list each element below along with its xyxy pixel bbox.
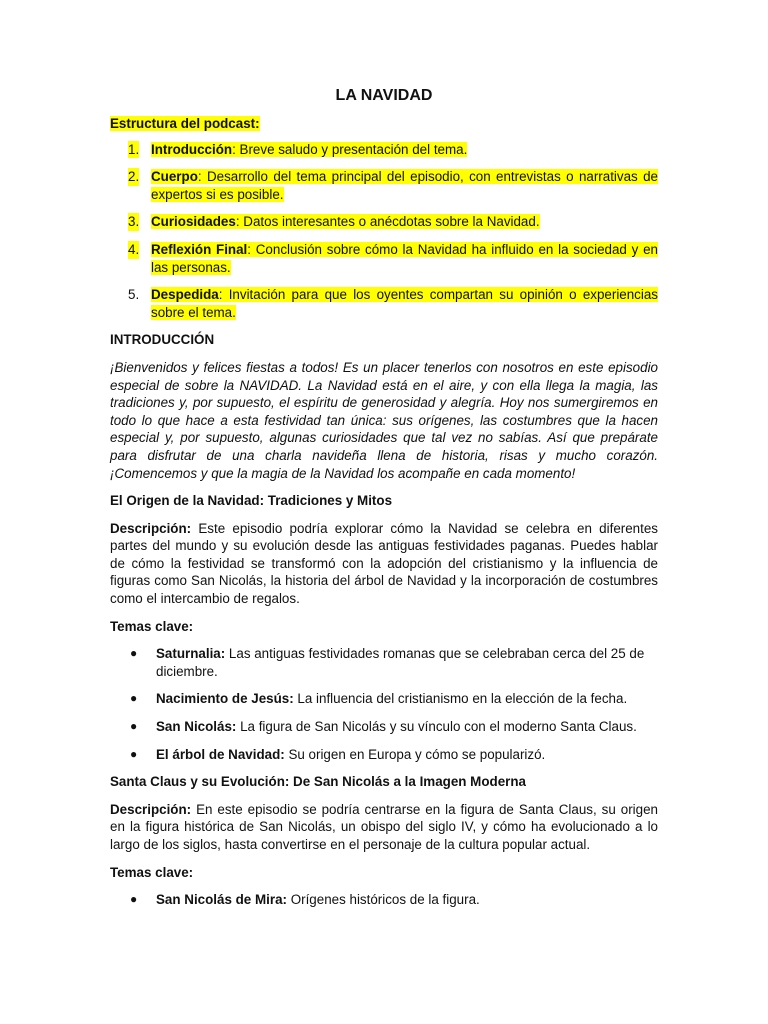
topics-label: Temas clave: — [110, 618, 194, 634]
topic-term: Nacimiento de Jesús: — [156, 691, 294, 707]
bullet-icon: ● — [130, 719, 138, 734]
list-item — [110, 891, 658, 909]
list-item — [110, 645, 658, 680]
structure-item — [110, 141, 658, 159]
list-item — [110, 718, 658, 736]
list-item — [110, 746, 658, 764]
topic-term: San Nicolás: — [156, 719, 237, 735]
structure-item-term: Curiosidades — [151, 214, 236, 230]
topics-list — [110, 891, 658, 909]
description-label: Descripción: — [110, 520, 192, 536]
description-label: Descripción: — [110, 801, 192, 817]
list-item — [110, 690, 658, 708]
structure-item — [110, 241, 658, 276]
structure-item-text: : Desarrollo del tema principal del episodio, con entrevistas o narrativas de expertos si es posible. — [151, 169, 658, 202]
section-heading-santa-claus: Santa Claus y su Evolución: De San Nicolás a la Imagen Moderna — [110, 774, 526, 790]
topic-term: El árbol de Navidad: — [156, 746, 285, 762]
structure-item-term: Despedida — [151, 287, 219, 303]
list-number: 4. — [128, 241, 140, 257]
bullet-icon: ● — [130, 746, 138, 761]
description-text: En este episodio se podría centrarse en la figura de Santa Claus, su origen en la figura histórica de San Nicolás, un obispo del siglo IV, y cómo ha evolucionado a lo largo de los siglos, hasta convertirse en el personaje de la cultura popular actual. — [110, 801, 658, 852]
structure-item-term: Reflexión Final — [151, 241, 248, 257]
description-text: Este episodio podría explorar cómo la Navidad se celebra en diferentes partes del mundo y su evolución desde las antiguas festividades paganas. Puedes hablar de cómo la festividad se transformó con la adopción del cristianismo y la influencia de figuras como San Nicolás, la historia del árbol de Navidad y la incorporación de costumbres como el intercambio de regalos. — [110, 520, 658, 607]
structure-item — [110, 286, 658, 321]
document-title: LA NAVIDAD — [335, 87, 433, 104]
list-number: 2. — [128, 169, 140, 185]
structure-item-text: : Datos interesantes o anécdotas sobre la Navidad. — [235, 214, 540, 230]
structure-heading-text: Estructura del podcast: — [110, 116, 260, 131]
structure-item-term: Cuerpo — [151, 169, 198, 185]
list-number: 1. — [128, 141, 140, 157]
structure-item — [110, 213, 658, 231]
intro-heading: INTRODUCCIÓN — [110, 332, 215, 348]
bullet-icon: ● — [130, 691, 138, 706]
structure-item-text: : Breve saludo y presentación del tema. — [232, 141, 468, 157]
section-description — [110, 801, 658, 854]
structure-item-term: Introducción — [151, 141, 233, 157]
topic-text: La figura de San Nicolás y su vínculo con el moderno Santa Claus. — [236, 719, 637, 735]
bullet-icon: ● — [130, 892, 138, 907]
list-number: 5. — [128, 287, 140, 303]
topic-text: Las antiguas festividades romanas que se celebraban cerca del 25 de diciembre. — [156, 646, 645, 679]
list-number: 3. — [128, 214, 140, 230]
structure-item-text: : Invitación para que los oyentes compartan su opinión o experiencias sobre el tema. — [151, 287, 658, 320]
structure-item — [110, 168, 658, 203]
structure-list — [110, 141, 658, 322]
topic-text: Su origen en Europa y cómo se popularizó. — [284, 746, 546, 762]
topic-text: Orígenes históricos de la figura. — [286, 892, 480, 908]
bullet-icon: ● — [130, 646, 138, 661]
topic-term: Saturnalia: — [156, 646, 226, 662]
structure-heading — [110, 115, 658, 133]
topic-text: La influencia del cristianismo en la elección de la fecha. — [293, 691, 628, 707]
topics-list — [110, 645, 658, 763]
intro-paragraph: ¡Bienvenidos y felices fiestas a todos! Es un placer tenerlos con nosotros en este episodio especial de sobre la NAVIDAD. La Navidad está en el aire, y con ella llega la magia, las tradiciones y, por supuesto, el espíritu de generosidad y alegría. Hoy nos sumergiremos en todo lo que hace a esta festividad tan única: sus orígenes, las costumbres que la hacen especial y, por supuesto, algunas curiosidades que tal vez no sabías. Así que prepárate para disfrutar de una charla navideña llena de historia, risas y mucho corazón. ¡Comencemos y que la magia de la Navidad los acompañe en cada momento! — [110, 359, 658, 481]
topics-label: Temas clave: — [110, 864, 194, 880]
structure-item-text: : Conclusión sobre cómo la Navidad ha influido en la sociedad y en las personas. — [151, 241, 658, 275]
section-description — [110, 520, 658, 608]
topic-term: San Nicolás de Mira: — [156, 892, 287, 908]
section-heading-origen: El Origen de la Navidad: Tradiciones y Mitos — [110, 493, 393, 509]
